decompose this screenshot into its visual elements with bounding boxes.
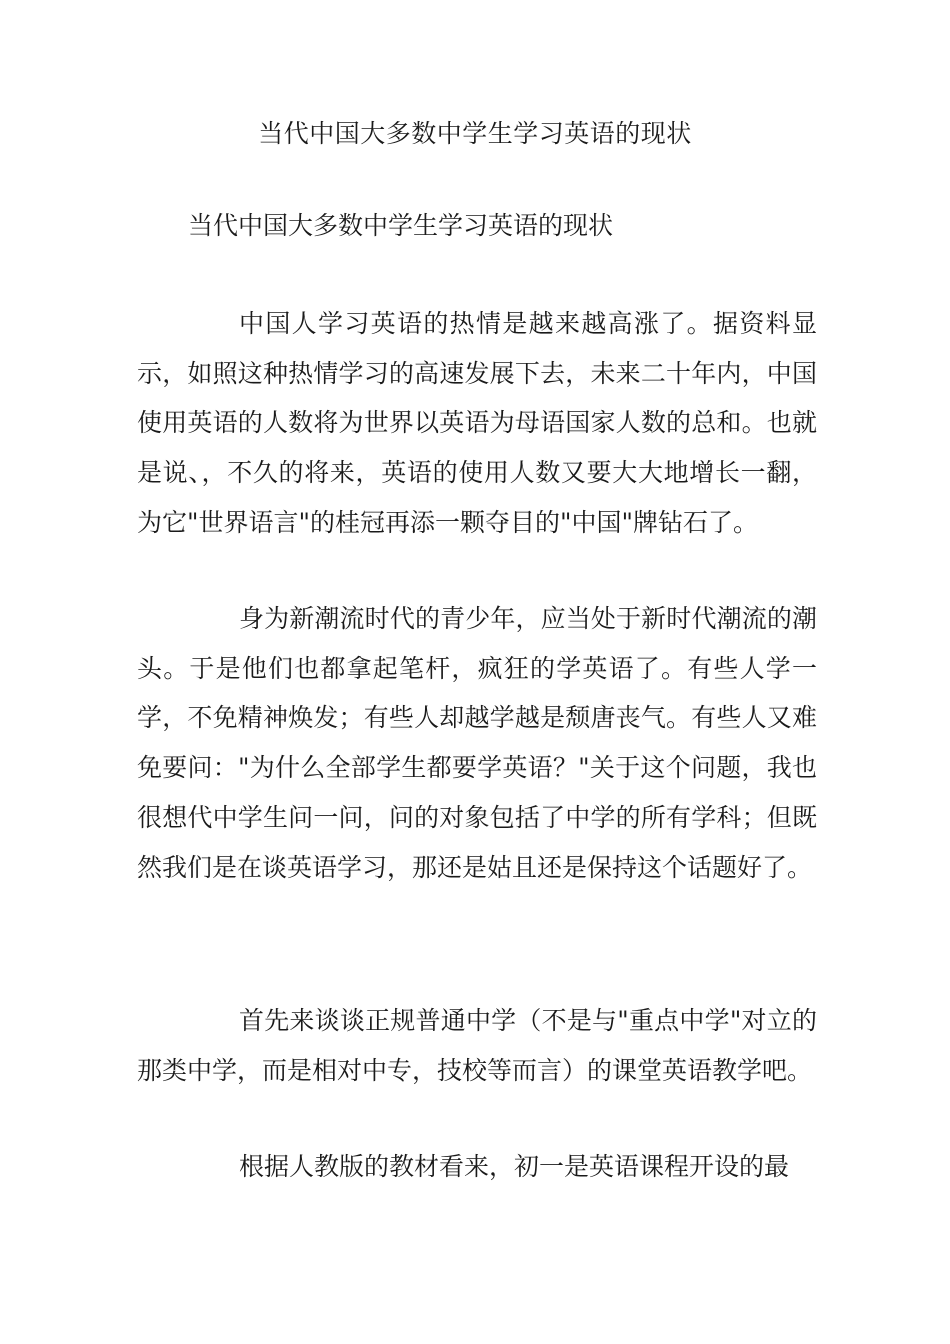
document-subtitle: 当代中国大多数中学生学习英语的现状 <box>188 211 614 240</box>
paragraph-2: 身为新潮流时代的青少年，应当处于新时代潮流的潮头。于是他们也都拿起笔杆，疯狂的学英语了。有些人学一学，不免精神焕发；有些人却越学越是颓唐丧气。有些人又难免要问："为什么全部学生都要学英语？"关于这个问题，我也很想代中学生问一问，问的对象包括了中学的所有学科；但既然我们是在谈英语学习，那还是姑且还是保持这个话题好了。 <box>137 604 817 882</box>
paragraph-3: 首先来谈谈正规普通中学（不是与"重点中学"对立的那类中学，而是相对中专，技校等而言）的课堂英语教学吧。 <box>137 1006 817 1085</box>
paragraph-1: 中国人学习英语的热情是越来越高涨了。据资料显示，如照这种热情学习的高速发展下去，未来二十年内，中国使用英语的人数将为世界以英语为母语国家人数的总和。也就是说、，不久的将来，英语的使用人数又要大大地增长一翻，为它"世界语言"的桂冠再添一颗夺目的"中国"牌钻石了。 <box>137 309 817 537</box>
paragraph-4: 根据人教版的教材看来，初一是英语课程开设的最 <box>239 1152 790 1181</box>
document-title: 当代中国大多数中学生学习英语的现状 <box>258 119 692 148</box>
